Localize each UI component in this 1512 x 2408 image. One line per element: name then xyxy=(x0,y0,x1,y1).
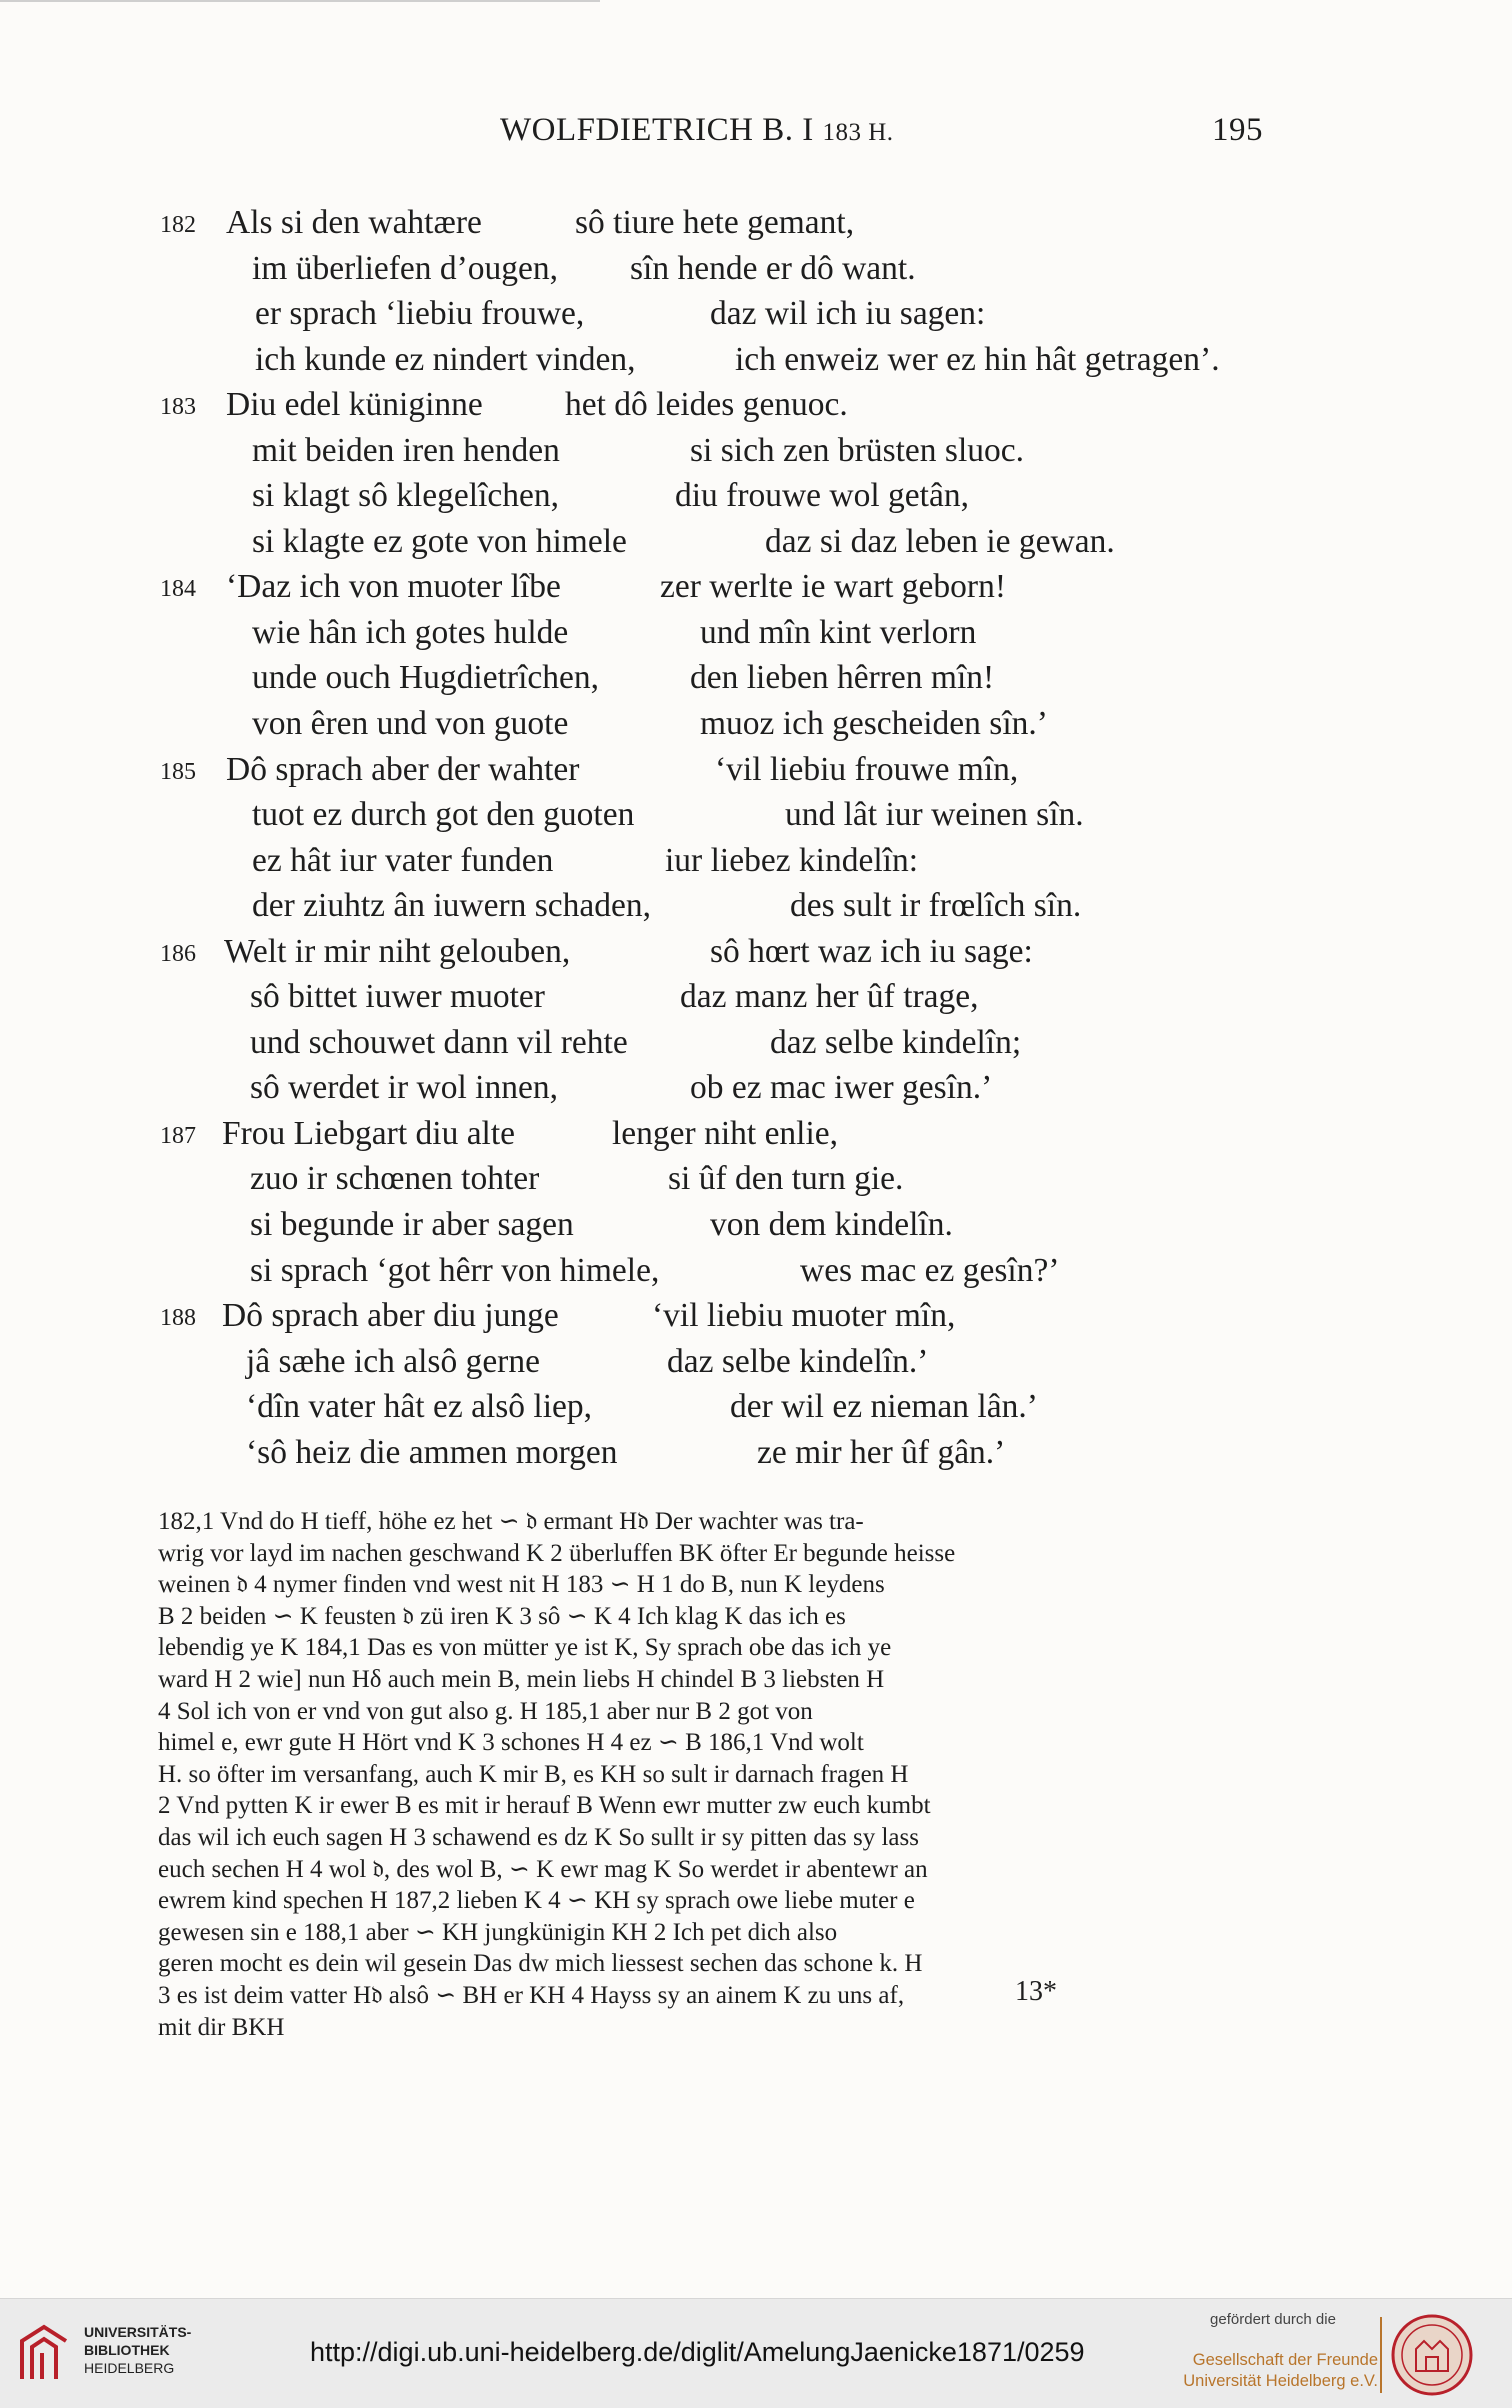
verse-number: 186 xyxy=(160,940,196,967)
apparatus-line: 3 es ist deim vatter H𝔡 alsô ∽ BH er KH 4 Hayss sy an ainem K zu uns af, xyxy=(158,1981,905,2009)
verse-line xyxy=(0,1065,1512,1111)
verse-line xyxy=(0,382,1512,428)
verse-line xyxy=(0,1156,1512,1202)
verse-line xyxy=(0,1339,1512,1385)
verse-second-half: und lât iur weinen sîn. xyxy=(785,796,1084,834)
verse-first-half: er sprach ‘liebiu frouwe, xyxy=(255,295,585,333)
verse-line xyxy=(0,1293,1512,1339)
running-header xyxy=(0,112,1512,162)
verse-second-half: ‘vil liebiu frouwe mîn, xyxy=(715,750,1019,788)
verse-line xyxy=(0,1248,1512,1294)
verse-line xyxy=(0,246,1512,292)
verse-line xyxy=(0,838,1512,884)
verse-line xyxy=(0,1111,1512,1157)
apparatus-line: gewesen sin e 188,1 aber ∽ KH jungkünigin KH 2 Ich pet dich also xyxy=(158,1918,838,1946)
verse-line xyxy=(0,974,1512,1020)
verse-number: 185 xyxy=(160,758,196,785)
verse-line xyxy=(0,291,1512,337)
verse-line xyxy=(0,519,1512,565)
apparatus-line: das wil ich euch sagen H 3 schawend es dz K So sullt ir sy pitten das sy lass xyxy=(158,1823,919,1851)
apparatus-line: H. so öfter im versanfang, auch K mir B, es KH so sult ir darnach fragen H xyxy=(158,1760,909,1788)
verse-second-half: daz si daz leben ie gewan. xyxy=(765,522,1115,560)
verse-first-half: si klagte ez gote von himele xyxy=(252,522,627,560)
apparatus-line: wrig vor layd im nachen geschwand K 2 überluffen BK öfter Er begunde heisse xyxy=(158,1539,956,1567)
verse-second-half: sîn hende er dô want. xyxy=(630,249,916,287)
permalink-url[interactable]: http://digi.ub.uni-heidelberg.de/diglit/AmelungJaenicke1871/0259 xyxy=(310,2337,1085,2367)
society-name-line2: Universität Heidelberg e.V. xyxy=(1183,2372,1378,2390)
verse-second-half: daz manz her ûf trage, xyxy=(680,978,979,1016)
running-title-sub: 183 H. xyxy=(822,119,894,146)
funder-block xyxy=(1168,2311,1378,2392)
verse-line xyxy=(0,929,1512,975)
funder-divider xyxy=(1380,2317,1382,2393)
verse-line xyxy=(0,337,1512,383)
verse-second-half: sô tiure hete gemant, xyxy=(575,204,855,241)
verse-line xyxy=(0,1384,1512,1430)
verse-second-half: von dem kindelîn. xyxy=(710,1206,953,1244)
verse-first-half: unde ouch Hugdietrîchen, xyxy=(252,659,599,697)
funded-by-label: gefördert durch die xyxy=(1210,2311,1336,2328)
verse-line xyxy=(0,428,1512,474)
verse-second-half: ich enweiz wer ez hin hât getragen’. xyxy=(735,340,1220,378)
verse-first-half: Dô sprach aber der wahter xyxy=(226,750,580,788)
apparatus-line: ewrem kind spechen H 187,2 lieben K 4 ∽ KH sy sprach owe liebe muter e xyxy=(158,1887,915,1915)
verse-first-half: ez hât iur vater funden xyxy=(252,841,554,879)
verse-line xyxy=(0,747,1512,793)
verse-line xyxy=(0,564,1512,610)
verse-line xyxy=(0,701,1512,747)
apparatus-line: weinen 𝔡 4 nymer finden vnd west nit H 183 ∽ H 1 do B, nun K leydens xyxy=(158,1571,885,1599)
verse-second-half: wes mac ez gesîn?’ xyxy=(800,1251,1060,1289)
verse-first-half: ich kunde ez nindert vinden, xyxy=(255,340,636,378)
apparatus-line: 182,1 Vnd do H tieff, höhe ez het ∽ 𝔡 ermant H𝔡 Der wachter was tra- xyxy=(158,1508,864,1535)
verse-first-half: ‘sô heiz die ammen morgen xyxy=(246,1433,618,1471)
verse-number: 183 xyxy=(160,394,196,421)
verse-number: 187 xyxy=(160,1122,196,1149)
apparatus-line: 4 Sol ich von er vnd von gut also g. H 185,1 aber nur B 2 got von xyxy=(158,1697,813,1725)
verse-first-half: der ziuhtz ân iuwern schaden, xyxy=(252,887,652,925)
verse-second-half: zer werlte ie wart geborn! xyxy=(660,568,1006,606)
verse-first-half: si sprach ‘got hêrr von himele, xyxy=(250,1251,660,1289)
verse-second-half: ob ez mac iwer gesîn.’ xyxy=(690,1069,993,1107)
verse-first-half: Dô sprach aber diu junge xyxy=(222,1297,559,1335)
verse-first-half: Als si den wahtære xyxy=(226,204,482,241)
verse-block xyxy=(0,200,1512,1475)
society-name-line1: Gesellschaft der Freunde xyxy=(1192,2351,1378,2369)
apparatus-line: himel e, ewr gute H Hört vnd K 3 schones H 4 ez ∽ B 186,1 Vnd wolt xyxy=(158,1729,864,1757)
signature-mark: 13* xyxy=(1015,1976,1057,2007)
apparatus-line: lebendig ye K 184,1 Das es von mütter ye ist K, Sy sprach obe das ich ye xyxy=(158,1634,892,1662)
critical-apparatus xyxy=(158,1506,1263,2043)
verse-second-half: sô hœrt waz ich iu sage: xyxy=(710,932,1033,970)
verse-first-half: Welt ir mir niht gelouben, xyxy=(224,932,571,970)
verse-first-half: wie hân ich gotes hulde xyxy=(252,613,569,651)
verse-second-half: het dô leides genuoc. xyxy=(565,386,848,424)
verse-number: 184 xyxy=(160,576,196,603)
verse-line xyxy=(0,473,1512,519)
verse-second-half: diu frouwe wol getân, xyxy=(675,477,969,515)
verse-second-half: den lieben hêrren mîn! xyxy=(690,659,995,697)
apparatus-line: mit dir BKH xyxy=(158,2013,285,2041)
verse-line xyxy=(0,883,1512,929)
running-title xyxy=(500,112,894,149)
verse-second-half: muoz ich gescheiden sîn.’ xyxy=(700,705,1048,743)
verse-first-half: tuot ez durch got den guoten xyxy=(252,796,635,834)
verse-first-half: Diu edel küniginne xyxy=(226,386,483,424)
verse-second-half: ‘vil liebiu muoter mîn, xyxy=(652,1297,956,1335)
verse-first-half: si begunde ir aber sagen xyxy=(250,1206,574,1244)
verse-first-half: ‘dîn vater hât ez alsô liep, xyxy=(246,1388,593,1426)
verse-first-half: sô werdet ir wol innen, xyxy=(250,1069,558,1107)
verse-first-half: mit beiden iren henden xyxy=(252,431,560,469)
verse-second-half: si ûf den turn gie. xyxy=(668,1160,904,1198)
verse-first-half: Frou Liebgart diu alte xyxy=(222,1114,516,1152)
apparatus-line: ward H 2 wie] nun Hδ auch mein B, mein liebs H chindel B 3 liebsten H xyxy=(158,1665,885,1693)
apparatus-line: B 2 beiden ∽ K feusten 𝔡 zü iren K 3 sô ∽ K 4 Ich klag K das ich es xyxy=(158,1602,846,1630)
verse-first-half: von êren und von guote xyxy=(252,705,569,743)
verse-first-half: sô bittet iuwer muoter xyxy=(250,978,545,1016)
verse-line xyxy=(0,1202,1512,1248)
verse-first-half: und schouwet dann vil rehte xyxy=(250,1023,628,1061)
verse-line xyxy=(0,610,1512,656)
verse-first-half: jâ sæhe ich alsô gerne xyxy=(246,1342,540,1380)
digitization-footer xyxy=(0,2298,1512,2408)
verse-first-half: im überliefen d’ougen, xyxy=(252,249,559,287)
verse-second-half: daz wil ich iu sagen: xyxy=(710,295,986,333)
apparatus-line: geren mocht es dein wil gesein Das dw mich liessest sechen das schone k. H xyxy=(158,1950,923,1978)
verse-second-half: iur liebez kindelîn: xyxy=(665,841,919,879)
verse-second-half: daz selbe kindelîn; xyxy=(770,1023,1022,1061)
verse-number: 182 xyxy=(160,212,196,238)
verse-second-half: des sult ir frœlîch sîn. xyxy=(790,887,1082,925)
verse-second-half: lenger niht enlie, xyxy=(612,1114,839,1152)
verse-line xyxy=(0,200,1512,246)
verse-first-half: si klagt sô klegelîchen, xyxy=(252,477,560,515)
verse-second-half: der wil ez nieman lân.’ xyxy=(730,1388,1038,1426)
verse-number: 188 xyxy=(160,1305,196,1332)
verse-line xyxy=(0,655,1512,701)
verse-line xyxy=(0,792,1512,838)
apparatus-line: 2 Vnd pytten K ir ewer B es mit ir herauf B Wenn ewr mutter zw euch kumbt xyxy=(158,1792,931,1820)
verse-second-half: und mîn kint verlorn xyxy=(700,613,977,651)
verse-second-half: ze mir her ûf gân.’ xyxy=(757,1433,1006,1471)
running-title-main: WOLFDIETRICH B. I xyxy=(500,112,814,148)
library-logo-icon xyxy=(14,2321,74,2387)
apparatus-line: euch sechen H 4 wol 𝔡, des wol B, ∽ K ewr mag K So werdet ir abentewr an xyxy=(158,1855,928,1883)
verse-second-half: daz selbe kindelîn.’ xyxy=(667,1342,929,1380)
library-name: UNIVERSITÄTS- BIBLIOTHEK HEIDELBERG xyxy=(84,2324,192,2376)
verse-line xyxy=(0,1430,1512,1476)
verse-second-half: si sich zen brüsten sluoc. xyxy=(690,431,1025,469)
verse-first-half: zuo ir schœnen tohter xyxy=(250,1160,540,1198)
page-number: 195 xyxy=(1212,112,1263,148)
verse-line xyxy=(0,1020,1512,1066)
verse-first-half: ‘Daz ich von muoter lîbe xyxy=(226,568,561,606)
university-seal-icon xyxy=(1390,2313,1474,2397)
